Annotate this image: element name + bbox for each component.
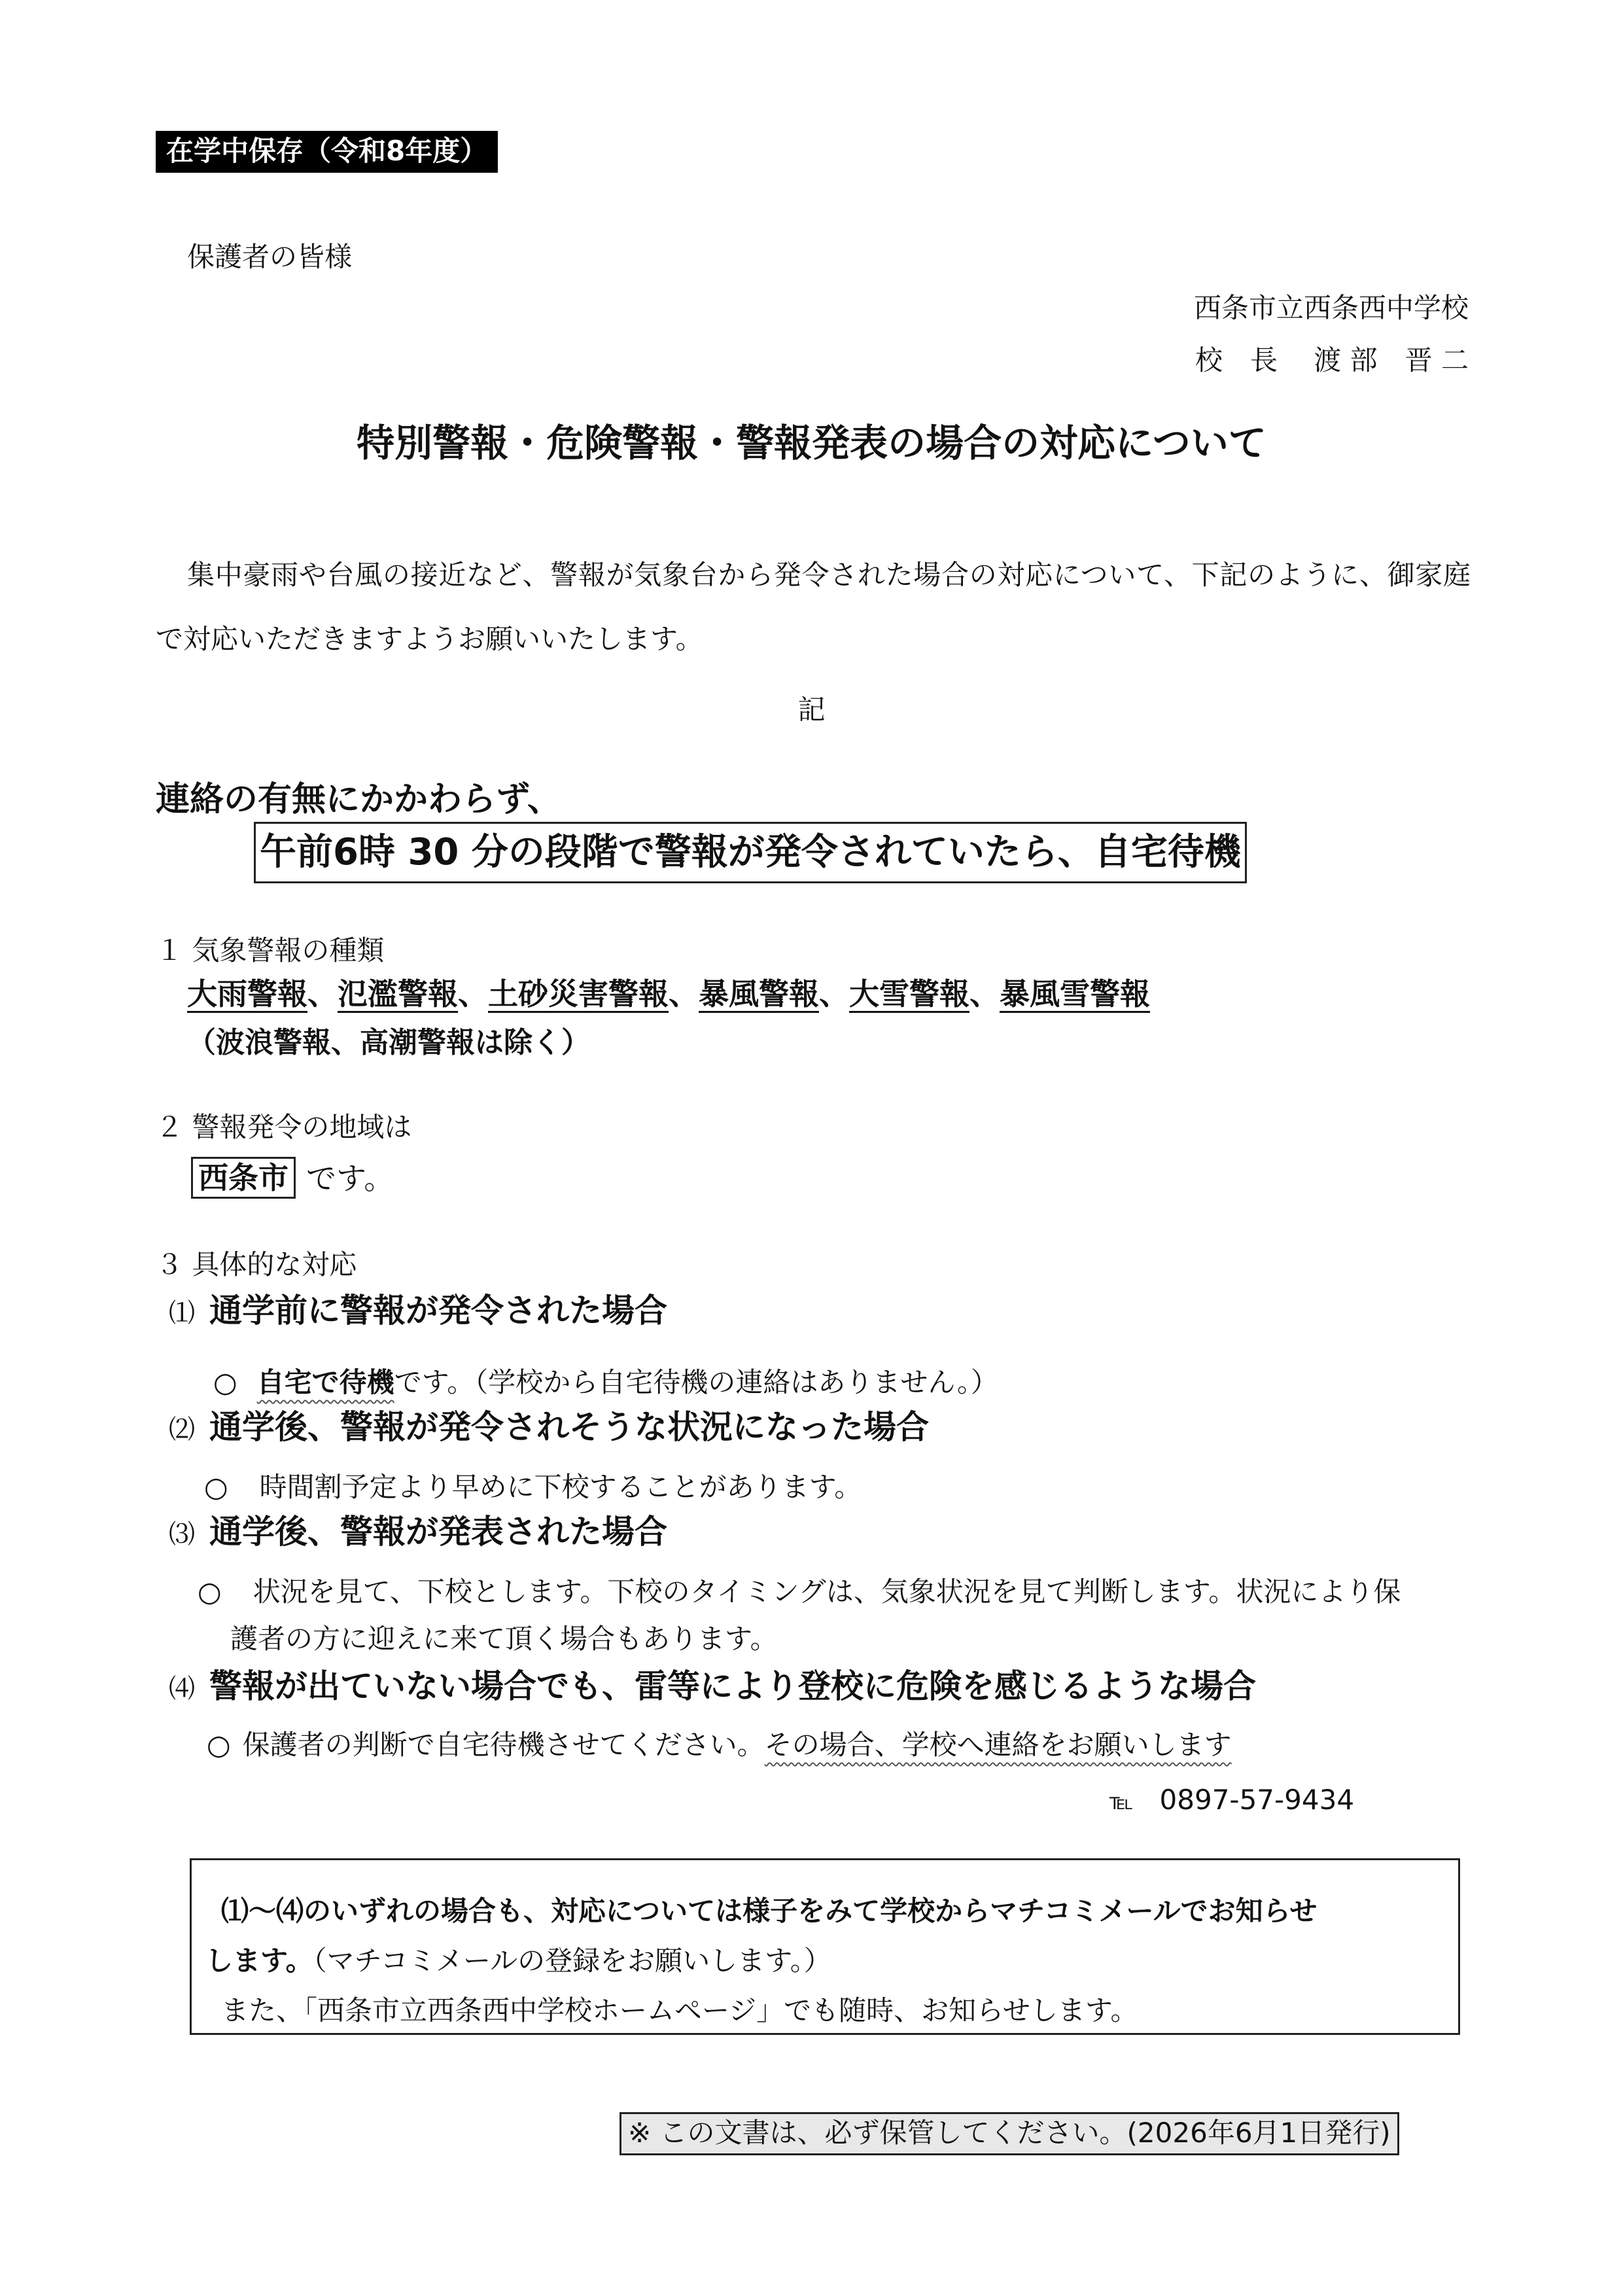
- intro-paragraph: 集中豪雨や台風の接近など、警報が気象台から発令された場合の対応について、下記のように、御家庭で対応いただきますようお願いいたします。: [156, 559, 1471, 655]
- case-2-detail: [204, 1471, 862, 1503]
- bullet-circle: ○: [207, 1729, 231, 1761]
- sender-school: 西条市立西条西中学校: [1193, 292, 1469, 324]
- case-2-text: 時間割予定より早めに下校することがあります。: [259, 1471, 862, 1503]
- case-1-text: です。（学校から自宅待機の連絡はありません。）: [394, 1366, 998, 1398]
- case-3-detail-line2: 護者の方に迎えに来て頂く場合もあります。: [230, 1623, 778, 1655]
- region-box: 西条市: [191, 1157, 296, 1199]
- case-4-detail: [207, 1731, 1232, 1759]
- section2-heading: ２ 警報発令の地域は: [156, 1111, 412, 1143]
- retention-label: 在学中保存（令和8年度）: [156, 131, 498, 173]
- tel-number: 0897-57-9434: [1159, 1784, 1355, 1816]
- case-4-text: 保護者の判断で自宅待機させてください。: [242, 1729, 765, 1761]
- case-4-heading: [169, 1667, 1256, 1705]
- notice-line-1: ⑴～⑷のいずれの場合も、対応については様子をみて学校からマチコミメールでお知らせ: [221, 1895, 1318, 1927]
- case-1-emphasis: 自宅で待機: [256, 1366, 394, 1398]
- case-title: 通学後、警報が発令されそうな状況になった場合: [209, 1408, 929, 1446]
- case-title: 通学後、警報が発表された場合: [209, 1513, 667, 1551]
- bullet-circle: ○: [213, 1366, 237, 1398]
- addressee: 保護者の皆様: [187, 241, 353, 273]
- warning-item: 土砂災害警報: [488, 976, 669, 1012]
- sender-principal: 校 長 渡 部 晋 二: [1195, 344, 1469, 376]
- notice-line-3: また、「西条市立西条西中学校ホームページ」でも随時、お知らせします。: [221, 1994, 1138, 2026]
- list-separator: 、: [819, 976, 849, 1012]
- case-number: ⑴: [169, 1298, 195, 1328]
- section1-heading: １ 気象警報の種類: [156, 934, 385, 966]
- tel-label: ℡: [1109, 1789, 1134, 1815]
- school-telephone: [1109, 1786, 1354, 1814]
- case-2-heading: [169, 1408, 929, 1446]
- footer-note: ※ この文書は、必ず保管してください。(2026年6月1日発行): [620, 2112, 1399, 2155]
- bullet-circle: ○: [198, 1576, 222, 1608]
- case-1-heading: [169, 1292, 667, 1330]
- notice-line-2-bold: します。: [205, 1945, 313, 1977]
- case-title: 通学前に警報が発令された場合: [209, 1292, 667, 1330]
- notice-line-2-rest: （マチコミメールの登録をお願いします。）: [313, 1945, 831, 1977]
- warning-type-list: [187, 976, 1150, 1012]
- case-title: 警報が出ていない場合でも、雷等により登校に危険を感じるような場合: [209, 1667, 1256, 1705]
- case-4-emphasis: その場合、学校へ連絡をお願いします: [764, 1729, 1232, 1761]
- notice-line-2: [205, 1947, 831, 1975]
- case-number: ⑷: [169, 1674, 195, 1704]
- case-number: ⑶: [169, 1519, 195, 1549]
- warning-item: 大雪警報: [849, 976, 969, 1012]
- warning-exclusion: （波浪警報、高潮警報は除く）: [187, 1026, 590, 1059]
- warning-item: 氾濫警報: [338, 976, 458, 1012]
- list-separator: 、: [307, 976, 338, 1012]
- case-3-text-line1: 状況を見て、下校とします。下校のタイミングは、気象状況を見て判断します。状況により保: [253, 1576, 1401, 1608]
- case-3-detail-line1: [198, 1578, 1401, 1606]
- main-rule-lead: 連絡の有無にかかわらず、: [156, 780, 561, 819]
- case-number: ⑵: [169, 1415, 195, 1445]
- ki-mark: 記: [797, 694, 826, 726]
- region-suffix: です。: [306, 1161, 394, 1196]
- section3-heading: ３ 具体的な対応: [156, 1248, 357, 1280]
- case-3-heading: [169, 1513, 667, 1551]
- main-rule-box: 午前6時 30 分の段階で警報が発令されていたら、自宅待機: [254, 822, 1247, 883]
- warning-item: 暴風雪警報: [1000, 976, 1150, 1012]
- case-1-detail: [213, 1366, 998, 1398]
- bullet-circle: ○: [204, 1471, 228, 1503]
- list-separator: 、: [969, 976, 1000, 1012]
- list-separator: 、: [458, 976, 488, 1012]
- document-title: 特別警報・危険警報・警報発表の場合の対応について: [357, 421, 1266, 465]
- list-separator: 、: [669, 976, 699, 1012]
- warning-item: 大雨警報: [187, 976, 307, 1012]
- warning-item: 暴風警報: [699, 976, 819, 1012]
